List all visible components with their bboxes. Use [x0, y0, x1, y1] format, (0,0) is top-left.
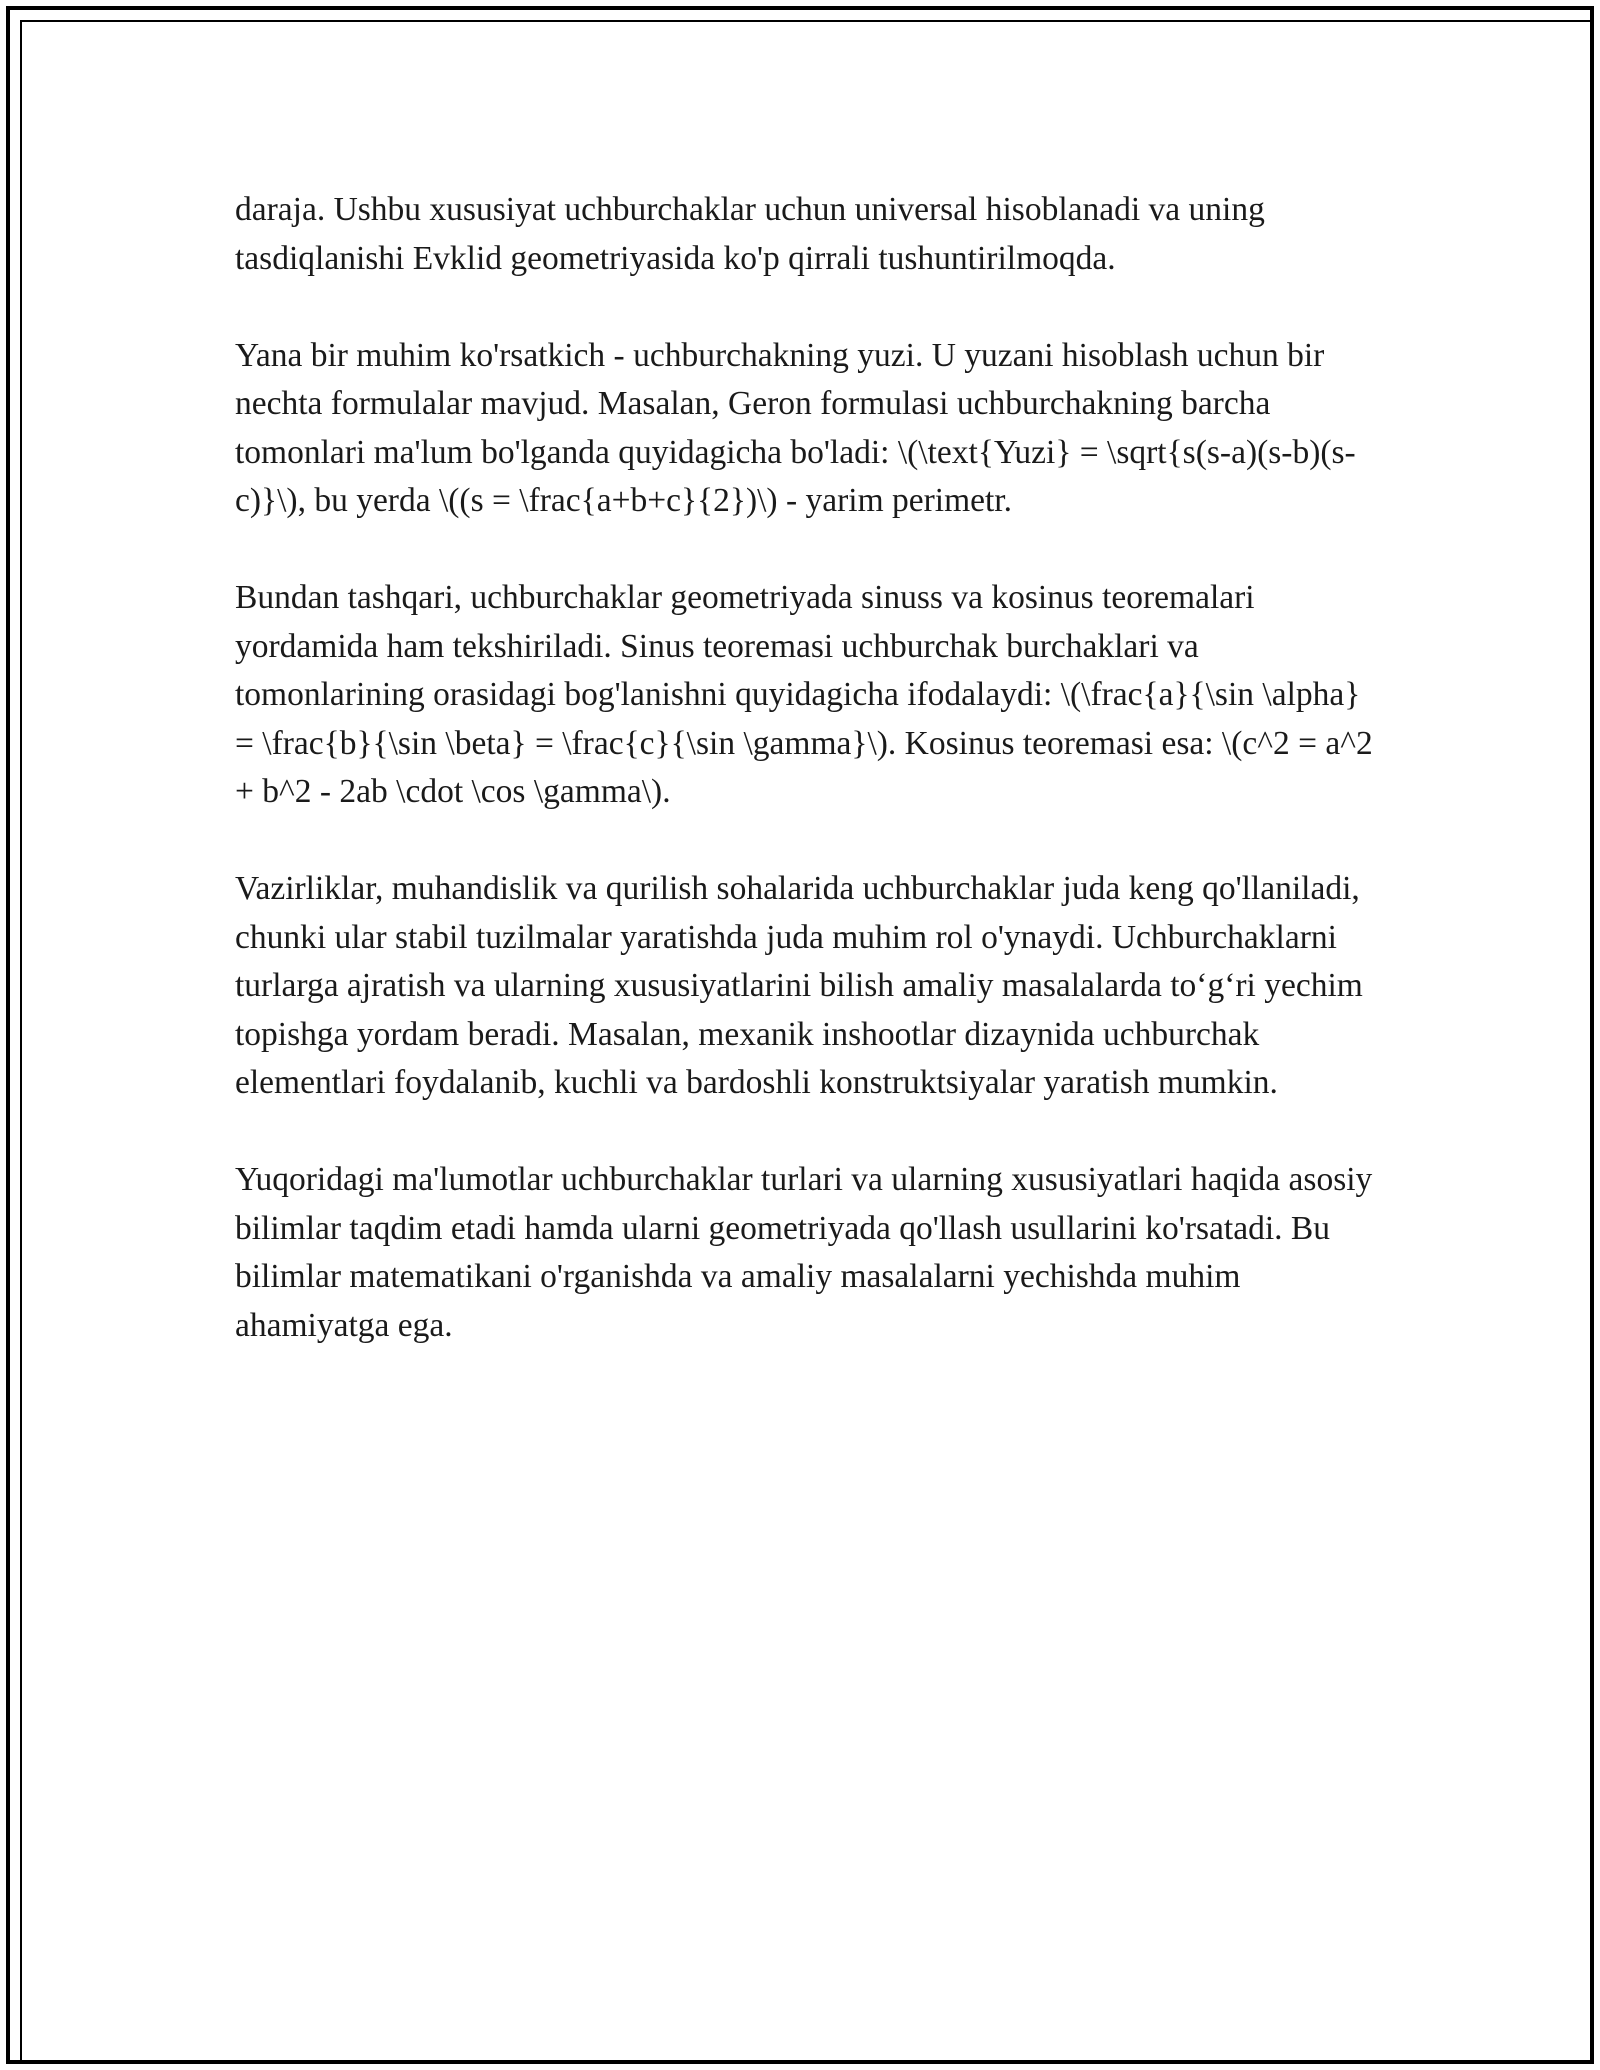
document-body: [235, 186, 1375, 1399]
paragraph-5: Yuqoridagi ma'lumotlar uchburchaklar turlari va ularning xususiyatlari haqida asosiy bilimlar taqdim etadi hamda ularni geometriyada qo'llash usullarini ko'rsatadi. Bu bilimlar matematikani o'rganishda va amaliy masalalarni yechishda muhim ahamiyatga ega.: [235, 1161, 1373, 1344]
paragraph-1: daraja. Ushbu xususiyat uchburchaklar uchun universal hisoblanadi va uning tasdiqlanishi Evklid geometriyasida ko'p qirrali tushuntirilmoqda.: [235, 191, 1265, 277]
paragraph-3: Bundan tashqari, uchburchaklar geometriyada sinuss va kosinus teoremalari yordamida ham tekshiriladi. Sinus teoremasi uchburchak burchaklari va tomonlarining orasidagi bog'lanishni quyidagicha ifodalaydi: \(\frac{a}{\sin \alpha} = \frac{b}{\sin \beta} = \frac{c}{\sin \gamma}\). Kosinus teoremasi esa: \(c^2 = a^2 + b^2 - 2ab \cdot \cos \gamma\).: [235, 579, 1373, 810]
paragraph-4: Vazirliklar, muhandislik va qurilish sohalarida uchburchaklar juda keng qo'llaniladi, chunki ular stabil tuzilmalar yaratishda juda muhim rol o'ynaydi. Uchburchaklarni turlarga ajratish va ularning xususiyatlarini bilish amaliy masalalarda to‘g‘ri yechim topishga yordam beradi. Masalan, mexanik inshootlar dizaynida uchburchak elementlari foydalanib, kuchli va bardoshli konstruktsiyalar yaratish mumkin.: [235, 870, 1363, 1101]
paragraph-2: Yana bir muhim ko'rsatkich - uchburchakning yuzi. U yuzani hisoblash uchun bir nechta formulalar mavjud. Masalan, Geron formulasi uchburchakning barcha tomonlari ma'lum bo'lganda quyidagicha bo'ladi: \(\text{Yuzi} = \sqrt{s(s-a)(s-b)(s-c)}\), bu yerda \((s = \frac{a+b+c}{2})\) - yarim perimetr.: [235, 336, 1356, 519]
